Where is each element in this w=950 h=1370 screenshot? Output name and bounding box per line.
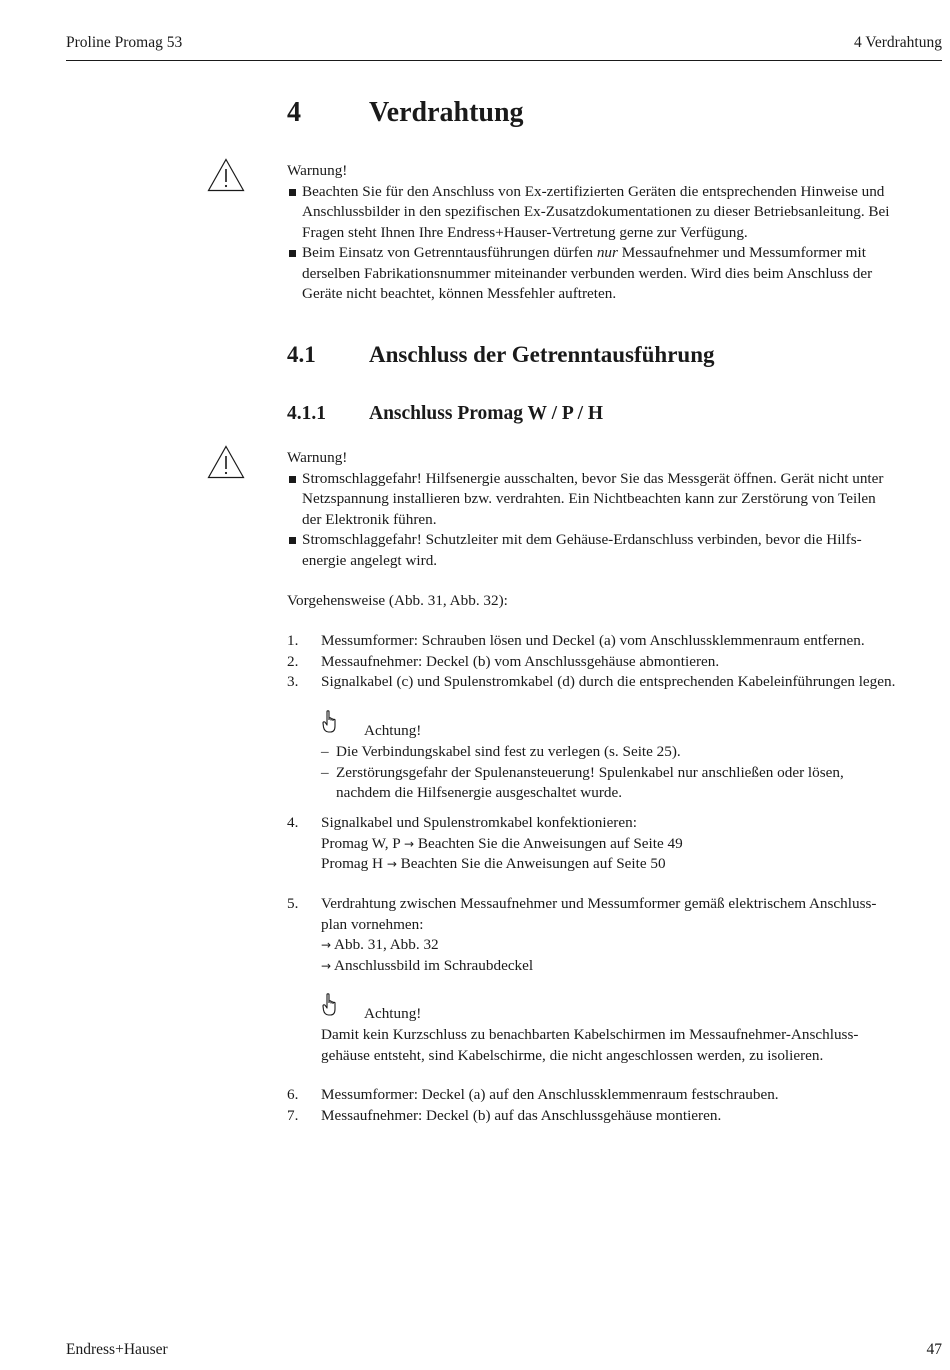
step-text: Signalkabel und Spulenstromkabel konfektionieren:: [321, 814, 637, 831]
list-item: [287, 1106, 942, 1127]
chapter-title: Verdrahtung: [369, 97, 524, 128]
bullet-continuation: derselben Fabrikationsnummer miteinander verbunden werden. Wird dies beim Anschluss der: [302, 264, 873, 282]
subsection-title: Anschluss Promag W / P / H: [369, 403, 604, 424]
page-number: 47: [926, 1341, 942, 1358]
procedure-text: Vorgehensweise (Abb. 31, Abb. 32):: [287, 592, 508, 609]
caution-text: gehäuse entsteht, sind Kabelschirme, die nicht angeschlossen werden, zu isolieren.: [321, 1046, 824, 1064]
bullet-text: Stromschlaggefahr! Hilfsenergie ausschalten, bevor Sie das Messgerät öffnen. Gerät nicht unter: [302, 469, 884, 487]
step-5: [287, 894, 942, 976]
caution-label: Achtung!: [364, 1005, 422, 1022]
arrow-right-icon: →: [321, 958, 332, 973]
reference-text: Anschlussbild im Schraubdeckel: [331, 956, 534, 974]
step-number: 1.: [287, 632, 299, 649]
steps-6-7: [287, 1085, 942, 1126]
step-text: Messaufnehmer: Deckel (b) vom Anschlussgehäuse abmontieren.: [321, 652, 720, 670]
section-number: 4.1: [287, 342, 316, 367]
bullet-continuation: Fragen steht Ihnen Ihre Endress+Hauser-Vertretung gerne zur Verfügung.: [302, 223, 748, 241]
step-reference: [287, 956, 942, 977]
bullet-text: Stromschlaggefahr! Schutzleiter mit dem Gehäuse-Erdanschluss verbinden, bevor die Hilfs-: [302, 531, 862, 548]
caution-header: [287, 999, 942, 1025]
bullet-continuation: Geräte nicht beachtet, können Messfehler auftreten.: [302, 285, 617, 302]
step-number: 6.: [287, 1086, 299, 1103]
step-reference: [287, 935, 942, 956]
caution-label: Achtung!: [364, 722, 422, 739]
running-header-product: Proline Promag 53: [66, 34, 183, 51]
bullet-item: [287, 182, 942, 203]
chapter-number: 4: [287, 97, 301, 128]
bullet-continuation: Netzspannung installieren bzw. verdrahten. Ein Nichtbeachten kann zur Zerstörung von Teilen: [302, 490, 876, 507]
bullet-item: [287, 469, 942, 490]
step-continuation: plan vornehmen:: [321, 915, 424, 933]
running-header-chapter: 4 Verdrahtung: [854, 34, 942, 51]
warning-label: Warnung!: [287, 449, 348, 466]
reference-text: Beachten Sie die Anweisungen auf Seite 50: [396, 855, 666, 872]
section-title: Anschluss der Getrenntausführung: [369, 342, 715, 367]
step-text: Verdrahtung zwischen Messaufnehmer und Messumformer gemäß elektrischem Anschluss-: [321, 895, 877, 912]
list-item: [287, 1085, 942, 1106]
bullet-square: [289, 250, 296, 257]
chapter-heading: [287, 96, 524, 130]
warning-block-ex: [287, 161, 942, 305]
list-item: [287, 652, 942, 673]
step-detail: [287, 834, 942, 855]
list-item: [287, 631, 942, 652]
step-detail: [287, 854, 942, 875]
arrow-right-icon: →: [321, 938, 332, 952]
caution-block-1: [287, 716, 942, 804]
steps-1-3: [287, 631, 942, 693]
caution-header: [287, 716, 942, 742]
header-rule: [66, 60, 942, 61]
dash-text: Die Verbindungskabel sind fest zu verlegen (s. Seite 25).: [336, 743, 681, 760]
emphasis-text: nur: [596, 244, 618, 261]
list-item: [287, 672, 942, 693]
dash-marker: –: [321, 743, 329, 760]
warning-label: Warnung!: [287, 162, 348, 179]
bullet-continuation: der Elektronik führen.: [302, 510, 437, 528]
list-item: [287, 813, 942, 834]
warning-icon: [207, 445, 245, 479]
step-text: Messumformer: Schrauben lösen und Deckel (a) vom Anschlussklemmenraum entfernen.: [321, 632, 865, 649]
warning-icon: [207, 158, 245, 192]
dash-item: [287, 742, 942, 763]
bullet-square: [289, 189, 296, 196]
reference-text: Beachten Sie die Anweisungen auf Seite 49: [414, 834, 683, 852]
procedure-intro: [287, 591, 942, 612]
reference-text: Abb. 31, Abb. 32: [331, 936, 439, 953]
bullet-item: [287, 530, 942, 551]
section-heading: [287, 340, 715, 370]
step-text: Messumformer: Deckel (a) auf den Anschlussklemmenraum festschrauben.: [321, 1086, 779, 1103]
arrow-right-icon: →: [403, 836, 415, 851]
device-label: Promag W, P: [321, 834, 404, 852]
dash-marker: –: [321, 763, 329, 781]
arrow-right-icon: →: [386, 857, 397, 871]
caution-block-2: [287, 999, 942, 1066]
subsection-heading: [287, 401, 603, 427]
list-item: [287, 894, 942, 915]
warning-block-shock: [287, 448, 942, 571]
bullet-item: [287, 243, 942, 264]
step-text: Signalkabel (c) und Spulenstromkabel (d) durch die entsprechenden Kabeleinführungen legen.: [321, 673, 896, 690]
bullet-text: Messaufnehmer und Messumformer mit: [617, 244, 866, 261]
bullet-square: [289, 537, 296, 544]
pointing-hand-icon: [321, 710, 339, 736]
footer-company: Endress+Hauser: [66, 1341, 168, 1358]
step-number: 5.: [287, 895, 299, 912]
bullet-text: Beachten Sie für den Anschluss von Ex-zertifizierten Geräten die entsprechenden Hinweise und: [302, 182, 885, 200]
step-number: 3.: [287, 673, 299, 690]
subsection-number: 4.1.1: [287, 403, 326, 424]
bullet-continuation: energie angelegt wird.: [302, 551, 438, 569]
step-number: 7.: [287, 1106, 299, 1124]
pointing-hand-icon: [321, 993, 339, 1019]
device-label: Promag H: [321, 855, 387, 872]
dash-continuation: nachdem die Hilfsenergie ausgeschaltet wurde.: [336, 784, 623, 801]
dash-text: Zerstörungsgefahr der Spulenansteuerung! Spulenkabel nur anschließen oder lösen,: [336, 763, 844, 781]
bullet-continuation: Anschlussbilder in den spezifischen Ex-Zusatzdokumentationen zu dieser Betriebsanleitung. Bei: [302, 203, 890, 220]
bullet-text: Beim Einsatz von Getrenntausführungen dürfen: [302, 244, 597, 261]
step-number: 4.: [287, 814, 299, 831]
step-number: 2.: [287, 652, 299, 670]
dash-item: [287, 763, 942, 784]
step-4: [287, 813, 942, 875]
caution-text: Damit kein Kurzschluss zu benachbarten Kabelschirmen im Messaufnehmer-Anschluss-: [321, 1026, 859, 1043]
bullet-square: [289, 476, 296, 483]
step-text: Messaufnehmer: Deckel (b) auf das Anschlussgehäuse montieren.: [321, 1106, 722, 1124]
